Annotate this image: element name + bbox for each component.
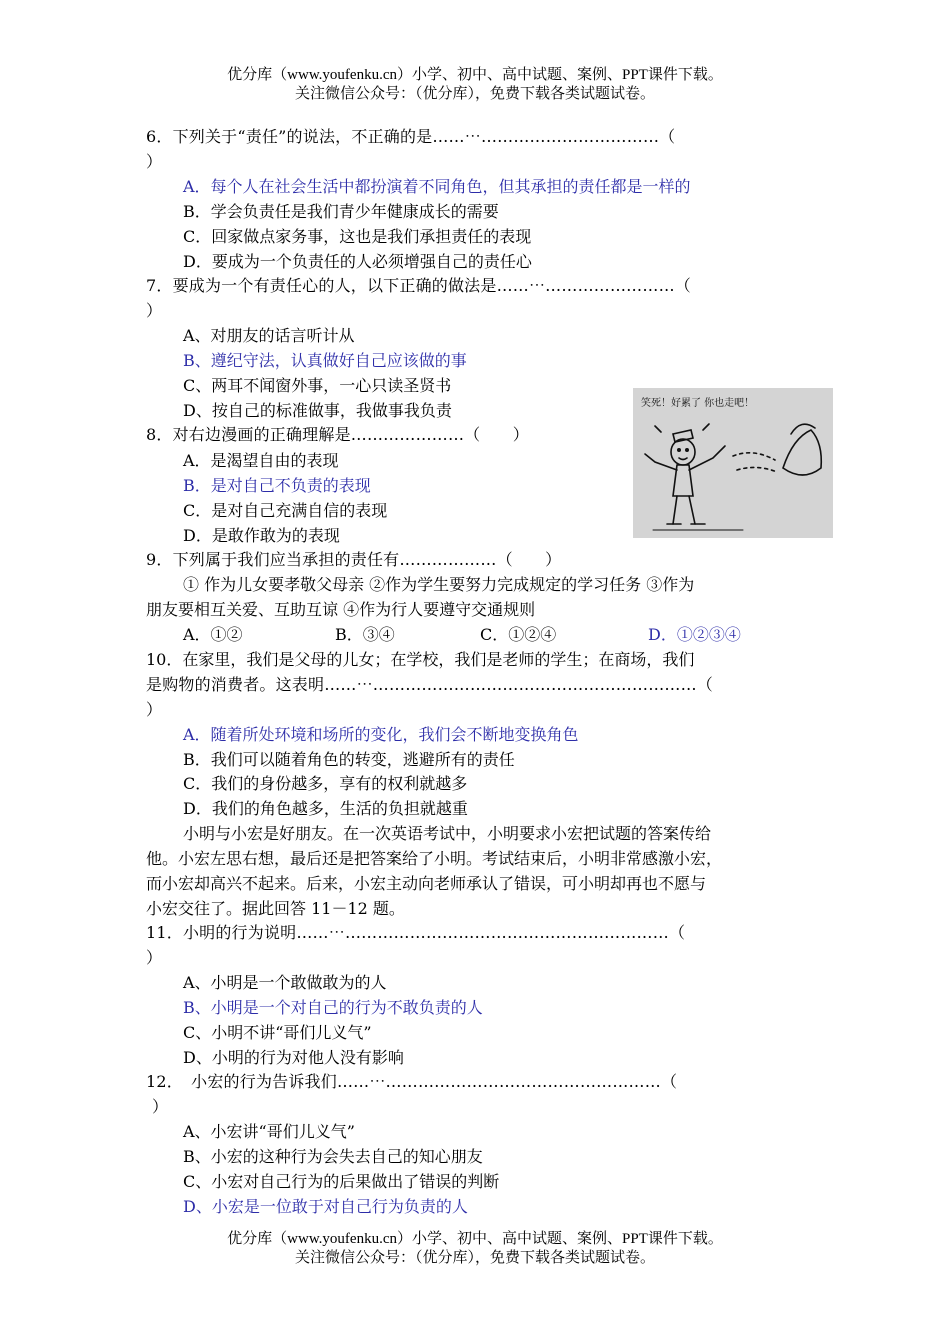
q12-option-c: C、小宏对自己行为的后果做出了错误的判断 (183, 1172, 500, 1191)
q10-option-a: A．随着所处环境和场所的变化，我们会不断地变换角色 (183, 725, 579, 744)
header-line-1: 优分库（www.youfenku.cn）小学、初中、高中试题、案例、PPT课件下载。 (227, 67, 723, 83)
q12-option-a: A、小宏讲“哥们儿义气” (183, 1122, 355, 1141)
q6-stem: 6．下列关于“责任”的说法，不正确的是……⋯……………………………（ (146, 127, 676, 146)
q6-paren: ） (146, 152, 163, 171)
passage-line-1: 小明与小宏是好朋友。在一次英语考试中，小明要求小宏把试题的答案传给 (183, 824, 712, 843)
q7-option-c: C、两耳不闻窗外事，一心只读圣贤书 (183, 376, 452, 395)
passage-line-3: 而小宏却高兴不起来。后来，小宏主动向老师承认了错误，可小明却再也不愿与 (146, 874, 707, 893)
q8-option-d: D．是敢作敢为的表现 (183, 526, 340, 545)
q6-option-c: C．回家做点家务事，这也是我们承担责任的表现 (183, 227, 532, 246)
q11-option-c: C、小明不讲“哥们儿义气” (183, 1023, 372, 1042)
q10-stem-line-2: 是购物的消费者。这表明……⋯……………………………………………………（ (146, 675, 714, 694)
passage-line-2: 他。小宏左思右想，最后还是把答案给了小明。考试结束后，小明非常感激小宏， (146, 849, 723, 868)
q12-option-d: D、小宏是一位敢于对自己行为负责的人 (183, 1197, 468, 1216)
comic-figure (645, 424, 821, 530)
q11-option-a: A、小明是一个敢做敢为的人 (183, 973, 387, 992)
q10-option-c: C．我们的身份越多，享有的权利就越多 (183, 774, 468, 793)
q11-option-d: D、小明的行为对他人没有影响 (183, 1048, 404, 1067)
comic-caption: 笑死！好累了 你也走吧！ (641, 398, 755, 409)
passage-line-4: 小宏交往了。据此回答 11－12 题。 (146, 899, 405, 918)
q10-option-d: D．我们的角色越多，生活的负担就越重 (183, 799, 468, 818)
q9-body-line-2: 朋友要相互关爱、互助互谅 ④作为行人要遵守交通规则 (146, 600, 536, 619)
q11-option-b: B、小明是一个对自己的行为不敢负责的人 (183, 998, 483, 1017)
footer-line-2: 关注微信公众号：（优分库），免费下载各类试题试卷。 (294, 1250, 655, 1266)
q9-stem: 9．下列属于我们应当承担的责任有………………（ ） (146, 550, 562, 569)
q11-stem: 11．小明的行为说明……⋯……………………………………………………（ (146, 923, 686, 942)
q12-stem: 12． 小宏的行为告诉我们……⋯……………………………………………（ (146, 1072, 678, 1091)
comic-illustration (633, 388, 833, 538)
comic-drawing (633, 388, 833, 538)
q8-option-a: A．是渴望自由的表现 (183, 451, 339, 470)
q12-paren: ） (152, 1097, 169, 1116)
q9-body-line-1: ① 作为儿女要孝敬父母亲 ②作为学生要努力完成规定的学习任务 ③作为 (183, 575, 695, 594)
q9-option-c: C．①②④ (480, 625, 557, 644)
q10-stem-line-1: 10．在家里，我们是父母的儿女；在学校，我们是老师的学生；在商场，我们 (146, 650, 695, 669)
page-header (0, 66, 950, 104)
page-footer (0, 1230, 950, 1268)
q7-stem: 7．要成为一个有责任心的人，以下正确的做法是……⋯……………………（ (146, 276, 691, 295)
q9-option-d: D．①②③④ (648, 625, 741, 644)
footer-line-1: 优分库（www.youfenku.cn）小学、初中、高中试题、案例、PPT课件下载。 (227, 1231, 723, 1247)
q7-option-b: B、遵纪守法，认真做好自己应该做的事 (183, 351, 467, 370)
q7-paren: ） (146, 301, 163, 320)
q6-option-a: A．每个人在社会生活中都扮演着不同角色，但其承担的责任都是一样的 (183, 177, 691, 196)
q9-option-a: A．①② (183, 625, 243, 644)
q10-paren: ） (146, 700, 163, 719)
q7-option-a: A、对朋友的话言听计从 (183, 326, 355, 345)
q6-option-b: B．学会负责任是我们青少年健康成长的需要 (183, 202, 499, 221)
q11-paren: ） (146, 948, 163, 967)
q12-option-b: B、小宏的这种行为会失去自己的知心朋友 (183, 1147, 483, 1166)
q8-option-c: C．是对自己充满自信的表现 (183, 501, 388, 520)
q6-option-d: D．要成为一个负责任的人必须增强自己的责任心 (183, 252, 532, 271)
q8-stem: 8．对右边漫画的正确理解是…………………（ ） (146, 425, 529, 444)
q10-option-b: B．我们可以随着角色的转变，逃避所有的责任 (183, 750, 515, 769)
q9-option-b: B．③④ (335, 625, 395, 644)
q7-option-d: D、按自己的标准做事，我做事我负责 (183, 401, 452, 420)
header-line-2: 关注微信公众号：（优分库），免费下载各类试题试卷。 (294, 86, 655, 102)
q8-option-b: B．是对自己不负责的表现 (183, 476, 371, 495)
